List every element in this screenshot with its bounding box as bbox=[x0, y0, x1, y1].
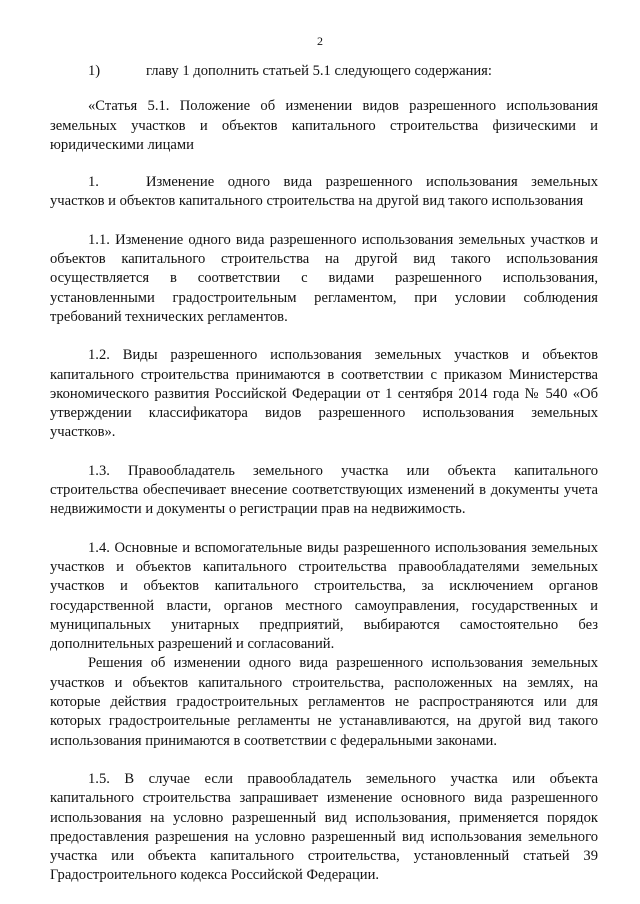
section-heading bbox=[50, 173, 598, 212]
clause-1-5 bbox=[50, 770, 598, 886]
clause-1-4-continuation bbox=[50, 654, 598, 750]
paragraph-text: главу 1 дополнить статьей 5.1 следующего содержания: bbox=[146, 63, 492, 79]
clause-1-2 bbox=[50, 346, 598, 442]
paragraph-text: «Статья 5.1. Положение об изменении видов разрешенного использования земельных участков и объектов капитального строительства физическими и юридическими лицами bbox=[50, 98, 598, 153]
paragraph-text: 1.2. Виды разрешенного использования земельных участков и объектов капитального строительства принимаются в соответствии с приказом Министерства экономического развития Российской Федерации от 1 сентября 2014 года № 540 «Об утверждении классификатора видов разрешенного использования земельных участков». bbox=[50, 347, 598, 441]
clause-1-1 bbox=[50, 231, 598, 327]
clause-1-4 bbox=[50, 539, 598, 655]
paragraph-item-1 bbox=[50, 62, 598, 81]
page-number: 2 bbox=[317, 34, 323, 48]
section-number: 1. bbox=[88, 174, 99, 191]
paragraph-text: 1.3. Правообладатель земельного участка или объекта капитального строительства обеспечивает внесение соответствующих изменений в документы учета недвижимости и документы о регистрации прав на недвижимость. bbox=[50, 462, 598, 518]
paragraph-text: Изменение одного вида разрешенного использования земельных участков и объектов капитального строительства на другой вид такого использования bbox=[50, 174, 598, 210]
document-body bbox=[50, 62, 598, 886]
clause-1-3 bbox=[50, 462, 598, 520]
article-heading bbox=[50, 97, 598, 155]
paragraph-text: 1.4. Основные и вспомогательные виды разрешенного использования земельных участков и объектов капитального строительства правообладателями земельных участков и объектов капитального строительства, за исключением органов государственной власти, органов местного самоуправления, государственных и муниципальных унитарных предприятий, выбираются самостоятельно без дополнительных разрешений и согласований. bbox=[50, 539, 598, 653]
paragraph-text: 1.1. Изменение одного вида разрешенного использования земельных участков и объектов капитального строительства на другой вид такого использования осуществляется в соответствии с видами разрешенного использования, установленными градостроительным регламентом, при условии соблюдения требований технических регламентов. bbox=[50, 231, 598, 325]
paragraph-text: 1.5. В случае если правообладатель земельного участка или объекта капитального строительства запрашивает изменение основного вида разрешенного использования на условно разрешенный вид использования, применяется порядок предоставления разрешения на условно разрешенный вид использования земельного участка или объекта капитального строительства, установленный статьей 39 Градостроительного кодекса Российской Федерации. bbox=[50, 770, 598, 884]
paragraph-text: Решения об изменении одного вида разрешенного использования земельных участков и объектов капитального строительства, расположенных на землях, на которые действия градостроительных регламентов не распространяются или для которых градостроительные регламенты не устанавливаются, на другой вид такого использования принимаются в соответствии с федеральными законами. bbox=[50, 655, 598, 749]
item-number: 1) bbox=[88, 63, 101, 79]
